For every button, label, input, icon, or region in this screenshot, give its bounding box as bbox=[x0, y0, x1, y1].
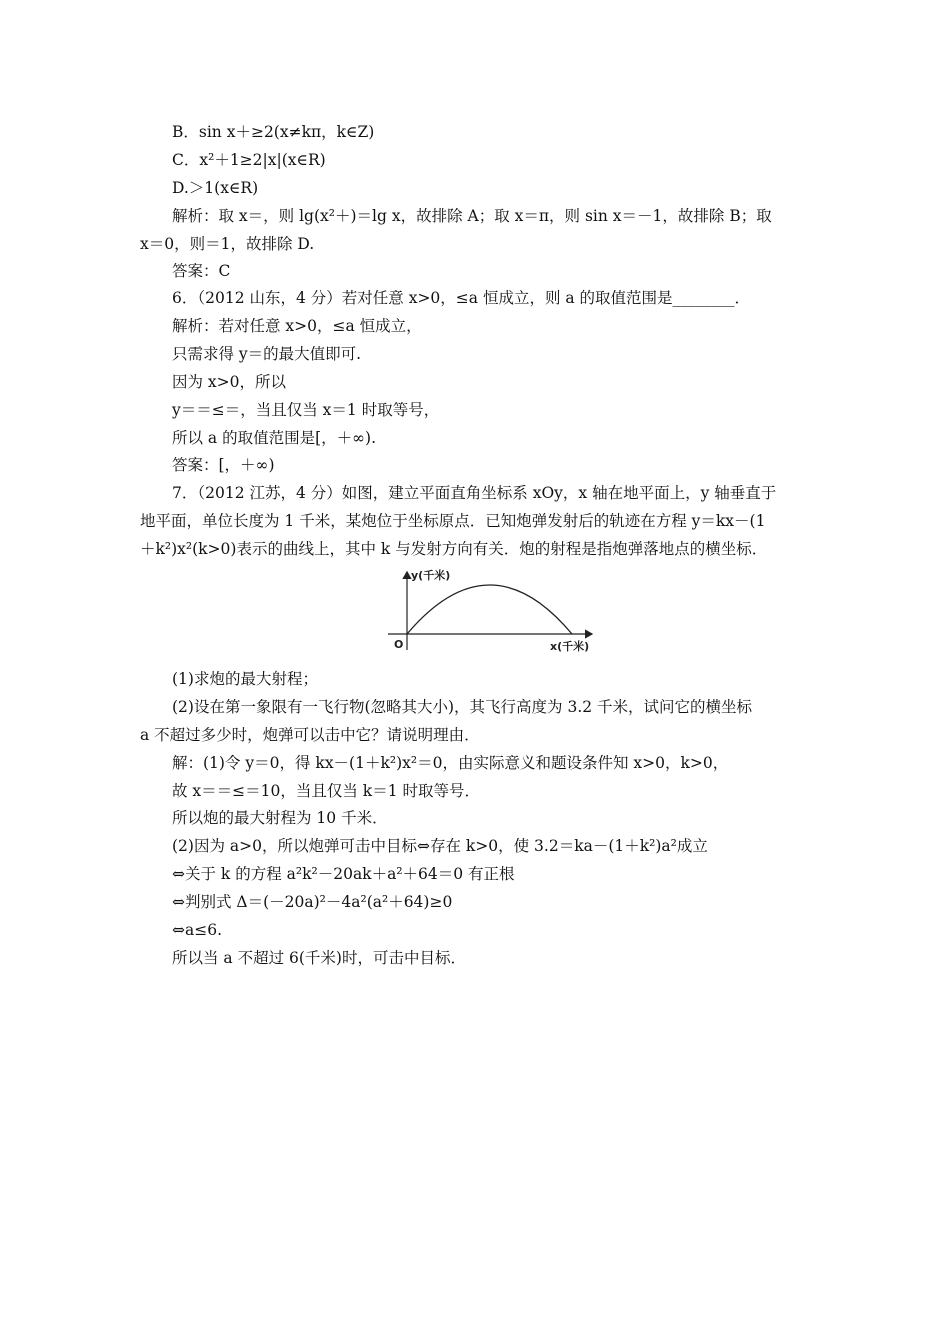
solution-line: (2)因为 a>0，所以炮弹可击中目标⇔存在 k>0，使 3.2＝ka－(1＋k²)a²成立 bbox=[172, 837, 708, 855]
analysis-line: 因为 x>0，所以 bbox=[172, 373, 287, 391]
option-b: B．sin x＋≥2(x≠kπ，k∈Z) bbox=[172, 123, 375, 141]
origin-label: O bbox=[394, 638, 404, 651]
option-c: C．x²＋1≥2|x|(x∈R) bbox=[172, 151, 326, 169]
solution-line: ⇔判别式 Δ＝(－20a)²－4a²(a²＋64)≥0 bbox=[172, 893, 453, 911]
trajectory-figure bbox=[380, 566, 600, 658]
analysis-line: y＝＝≤＝，当且仅当 x＝1 时取等号， bbox=[172, 401, 440, 419]
sub-question-2-line: a 不超过多少时，炮弹可以击中它？请说明理由． bbox=[140, 726, 480, 744]
sub-question-1: (1)求炮的最大射程； bbox=[172, 670, 318, 688]
y-axis-label: y(千米) bbox=[411, 569, 451, 582]
analysis-line: 解析：若对任意 x>0，≤a 恒成立， bbox=[172, 317, 422, 335]
sub-question-2: (2)设在第一象限有一飞行物(忽略其大小)，其飞行高度为 3.2 千米，试问它的横坐标 bbox=[172, 698, 753, 716]
trajectory-curve bbox=[407, 585, 572, 634]
solution-line: 故 x＝＝≤＝10，当且仅当 k＝1 时取等号． bbox=[172, 782, 480, 800]
analysis-line: 所以 a 的取值范围是[，＋∞). bbox=[172, 429, 377, 447]
analysis-line: x＝0，则＝1，故排除 D. bbox=[140, 235, 315, 253]
option-d: D.＞1(x∈R) bbox=[172, 179, 259, 197]
solution-line: ⇔关于 k 的方程 a²k²－20ak＋a²＋64＝0 有正根 bbox=[172, 865, 515, 883]
question-7: 7．（2012 江苏，4 分）如图，建立平面直角坐标系 xOy，x 轴在地平面上，y 轴垂直于 bbox=[172, 484, 777, 502]
solution-line: ⇔a≤6. bbox=[172, 921, 223, 939]
solution-conclusion: 所以当 a 不超过 6(千米)时，可击中目标． bbox=[172, 949, 466, 967]
answer-line: 答案：C bbox=[172, 262, 231, 280]
x-axis-label: x(千米) bbox=[550, 640, 590, 653]
analysis-line: 解析：取 x＝，则 lg(x²＋)＝lg x，故排除 A；取 x＝π，则 sin x＝－1，故排除 B；取 bbox=[172, 207, 772, 225]
question-7-line: 地平面，单位长度为 1 千米，某炮位于坐标原点．已知炮弹发射后的轨迹在方程 y＝kx－(1 bbox=[140, 512, 766, 530]
solution-line: 所以炮的最大射程为 10 千米． bbox=[172, 809, 388, 827]
answer-line: 答案：[，＋∞) bbox=[172, 456, 275, 474]
solution-line: 解：(1)令 y＝0，得 kx－(1＋k²)x²＝0，由实际意义和题设条件知 x>0，k>0， bbox=[172, 754, 729, 772]
question-7-line: ＋k²)x²(k>0)表示的曲线上，其中 k 与发射方向有关．炮的射程是指炮弹落地点的横坐标． bbox=[140, 540, 768, 558]
question-6: 6．（2012 山东，4 分）若对任意 x>0，≤a 恒成立，则 a 的取值范围是________． bbox=[172, 289, 751, 307]
analysis-line: 只需求得 y＝的最大值即可. bbox=[172, 345, 362, 363]
